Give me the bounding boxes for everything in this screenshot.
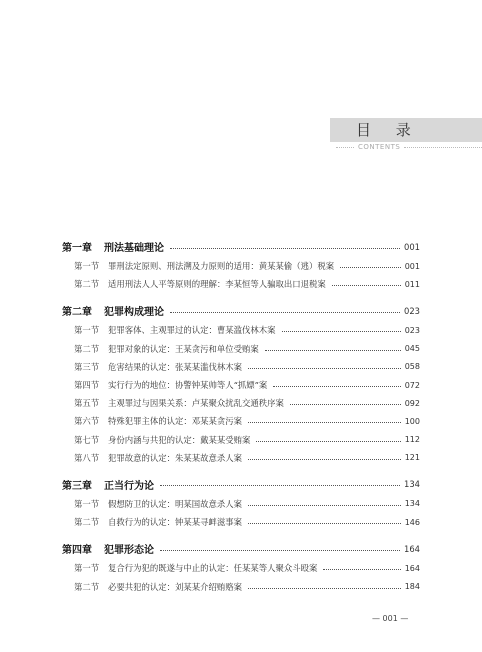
section-number: 第八节 [74, 452, 100, 463]
section-title: 犯罪对象的认定：王某贪污和单位受贿案 [108, 343, 259, 354]
section-number: 第五节 [74, 398, 100, 409]
dot-leader [265, 350, 401, 351]
toc-chapter-row[interactable] [62, 538, 420, 559]
toc-chapter-row[interactable] [62, 300, 420, 321]
chapter-page-number: 023 [404, 305, 420, 316]
section-page-number: 058 [404, 362, 420, 372]
toc-section-row[interactable] [62, 321, 420, 339]
section-page-number: 184 [404, 582, 420, 592]
chapter-title: 犯罪构成理论 [104, 307, 164, 319]
toc-section-row[interactable] [62, 412, 420, 430]
dot-leader [273, 386, 400, 387]
dot-leader [160, 550, 400, 551]
section-page-number: 045 [404, 344, 420, 354]
section-page-number: 121 [404, 453, 420, 463]
dot-leader [248, 588, 401, 589]
section-title: 危害结果的认定：张某某滥伐林木案 [108, 361, 242, 372]
dot-leader [248, 523, 401, 524]
decorative-dots-right [404, 147, 482, 148]
section-number: 第四节 [74, 380, 100, 391]
section-title: 适用刑法人人平等原则的理解：李某恒等人骗取出口退税案 [108, 279, 326, 290]
section-page-number: 001 [404, 261, 420, 271]
dot-leader [170, 248, 400, 249]
section-number: 第二节 [74, 517, 100, 528]
dot-leader [248, 459, 401, 460]
section-title: 实行行为的地位：协警钟某帅等人“抓嫖”案 [108, 380, 268, 391]
section-title: 犯罪故意的认定：朱某某故意杀人案 [108, 452, 242, 463]
dot-leader [248, 422, 401, 423]
chapter-number: 第三章 [62, 480, 92, 492]
chapter-number: 第一章 [62, 243, 92, 254]
page-number: — 001 — [372, 614, 409, 623]
toc-chapter-row[interactable] [62, 474, 420, 495]
chapter-title: 正当行为论 [104, 480, 154, 492]
toc-section-row[interactable] [62, 340, 420, 358]
toc-section-row[interactable] [62, 513, 420, 531]
decorative-dots-left [336, 147, 354, 148]
toc-section-row[interactable] [62, 376, 420, 394]
dot-leader [248, 368, 401, 369]
chapter-number: 第四章 [62, 545, 92, 557]
dot-leader [256, 441, 400, 442]
chapter-title: 刑法基础理论 [104, 243, 164, 254]
section-title: 假想防卫的认定：明某国故意杀人案 [108, 498, 242, 509]
section-number: 第三节 [74, 361, 100, 372]
section-title: 特殊犯罪主体的认定：邓某某贪污案 [108, 416, 242, 427]
toc-section-row[interactable] [62, 275, 420, 293]
chapter-gap [62, 467, 420, 474]
toc-section-row[interactable] [62, 257, 420, 275]
dot-leader [290, 404, 401, 405]
dot-leader [340, 267, 401, 268]
section-number: 第七节 [74, 434, 100, 445]
contents-subtitle: CONTENTS [358, 143, 401, 151]
section-number: 第六节 [74, 416, 100, 427]
section-title: 身份内涵与共犯的认定：戴某某受贿案 [108, 434, 251, 445]
chapter-gap [62, 293, 420, 300]
toc-section-row[interactable] [62, 431, 420, 449]
toc-section-row[interactable] [62, 394, 420, 412]
section-page-number: 164 [404, 563, 420, 573]
section-page-number: 072 [404, 380, 420, 390]
dot-leader [282, 331, 401, 332]
section-number: 第一节 [74, 261, 100, 272]
chapter-gap [62, 531, 420, 538]
section-number: 第一节 [74, 563, 100, 574]
section-page-number: 092 [404, 398, 420, 408]
chapter-page-number: 001 [404, 241, 420, 252]
section-number: 第二节 [74, 343, 100, 354]
toc-section-row[interactable] [62, 559, 420, 577]
chapter-number: 第二章 [62, 307, 92, 319]
toc-section-row[interactable] [62, 449, 420, 467]
section-number: 第二节 [74, 581, 100, 592]
section-number: 第二节 [74, 279, 100, 290]
section-title: 犯罪客体、主观罪过的认定：曹某滥伐林木案 [108, 325, 276, 336]
section-title: 自救行为的认定：钟某某寻衅滋事案 [108, 517, 242, 528]
chapter-page-number: 164 [404, 543, 420, 554]
contents-subtitle-row [336, 142, 482, 152]
section-number: 第一节 [74, 325, 100, 336]
section-title: 罪刑法定原则、刑法溯及力原则的适用：黄某某偷（逃）税案 [108, 261, 335, 272]
section-number: 第一节 [74, 498, 100, 509]
section-page-number: 023 [404, 325, 420, 335]
chapter-page-number: 134 [404, 479, 420, 490]
toc-section-row[interactable] [62, 577, 420, 595]
chapter-title: 犯罪形态论 [104, 545, 154, 557]
section-title: 复合行为犯的既遂与中止的认定：任某某等人聚众斗殴案 [108, 563, 318, 574]
table-of-contents [62, 236, 420, 596]
section-page-number: 011 [404, 279, 420, 289]
section-page-number: 100 [404, 416, 420, 426]
section-page-number: 146 [404, 517, 420, 527]
section-page-number: 112 [404, 435, 420, 445]
dot-leader [323, 569, 400, 570]
section-title: 主观罪过与因果关系：卢某聚众扰乱交通秩序案 [108, 398, 284, 409]
toc-chapter-row[interactable] [62, 236, 420, 257]
page-title: 目 录 [356, 121, 421, 139]
toc-section-row[interactable] [62, 495, 420, 513]
toc-section-row[interactable] [62, 358, 420, 376]
dot-leader [160, 485, 400, 486]
section-title: 必要共犯的认定：刘某某介绍贿赂案 [108, 581, 242, 592]
dot-leader [248, 505, 401, 506]
dot-leader [332, 285, 401, 286]
section-page-number: 134 [404, 499, 420, 509]
dot-leader [170, 312, 400, 313]
